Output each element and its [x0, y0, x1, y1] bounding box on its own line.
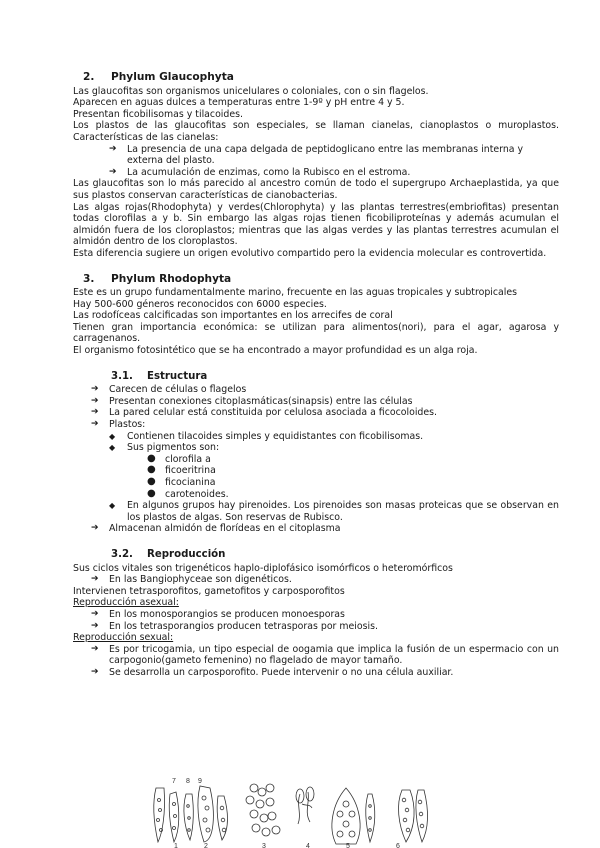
paragraph: Presentan ficobilisomas y tilacoides.: [73, 108, 243, 120]
paragraph: Este es un grupo fundamentalmente marino, frecuente en las aguas tropicales y subtropicales: [73, 287, 518, 299]
arrow-icon: ➔: [91, 395, 99, 406]
list-item: ◆ En algunos grupos hay pirenoides. Los pirenoides son masas proteicas que se observan en los plastos de algas. Son reservas de Rubisco.: [109, 500, 559, 523]
paragraph: Aparecen en aguas dulces a temperaturas entre 1-9º y pH entre 4 y 5.: [73, 97, 405, 109]
alga-drawing-7: [298, 792, 312, 824]
paragraph: Las glaucofitas son lo más parecido al ancestro común de todo el supergrupo Archaeplastida, ya que sus plastos conservan características de cianobacterias.: [73, 178, 559, 201]
asexual-list: [73, 609, 559, 632]
list-item: ● ficoeritrina: [147, 464, 216, 477]
estructura-list: [73, 384, 559, 430]
list-item: ➔ En los monosporangios se producen monoesporas: [91, 608, 345, 620]
paragraph: Sus ciclos vitales son trigenéticos haplo-diplofásico isomórficos o heteromórficos: [73, 562, 453, 574]
section-heading-rhodophyta: 3. Phylum Rhodophyta: [83, 272, 232, 285]
list-item: ➔ Almacenan almidón de florídeas en el citoplasma: [91, 523, 341, 535]
paragraph: Las glaucofitas son organismos unicelulares o coloniales, con o sin flagelos.: [73, 85, 429, 97]
alga-drawing-4: [198, 786, 213, 842]
document-page: [73, 64, 559, 679]
paragraph: Intervienen tetrasporofitos, gametofitos y carposporofitos: [73, 585, 345, 597]
list-item: ➔ La presencia de una capa delgada de peptidoglicano entre las membranas interna y externa del plasto.: [109, 143, 524, 167]
subsection-heading-estructura: 3.1. Estructura: [111, 370, 208, 382]
bullet-icon: ●: [147, 476, 156, 487]
paragraph: Esta diferencia sugiere un origen evolutivo compartido pero la evidencia molecular es controvertida.: [73, 247, 547, 259]
figure-label-5: 5: [346, 843, 350, 848]
arrow-icon: ➔: [91, 608, 99, 619]
arrow-icon: ➔: [91, 666, 99, 677]
paragraph: Hay 500-600 géneros reconocidos con 6000 especies.: [73, 298, 327, 310]
alga-drawing-6: [246, 784, 280, 836]
list-item: ● ficocianina: [147, 476, 216, 488]
list-item: ➔ Presentan conexiones citoplasmáticas(sinapsis) entre las células: [91, 395, 413, 407]
list-item: ◆ Sus pigmentos son:: [109, 442, 220, 454]
subsection-heading-reproduccion: 3.2. Reproducción: [111, 548, 226, 560]
figure-label-6: 6: [396, 843, 400, 848]
list-item: ➔ La pared celular está constituida por celulosa asociada a ficocoloides.: [91, 407, 438, 419]
cianelas-list: [73, 144, 559, 179]
algae-illustration: [150, 774, 440, 848]
list-item: ● clorofila a: [147, 452, 211, 465]
heading-sexual: Reproducción sexual:: [73, 632, 174, 644]
diamond-icon: ◆: [109, 501, 116, 511]
almidon-list: [73, 523, 559, 535]
alga-drawing-8: [332, 788, 360, 844]
sexual-list: [73, 644, 559, 679]
bullet-icon: ●: [147, 487, 156, 499]
plastos-list: [73, 431, 559, 454]
heading-asexual: Reproducción asexual:: [73, 597, 179, 609]
arrow-icon: ➔: [91, 643, 99, 654]
figure-label-4: 4: [306, 843, 310, 848]
bullet-icon: ●: [147, 464, 156, 476]
list-item: ➔ Plastos:: [91, 419, 146, 431]
arrow-icon: ➔: [109, 143, 117, 154]
list-item: ➔ En las Bangiophyceae son digenéticos.: [91, 574, 292, 586]
bullet-icon: ●: [147, 452, 156, 464]
pigments-list: [73, 454, 559, 500]
diamond-icon: ◆: [109, 431, 116, 441]
figure-label-7: 7: [172, 778, 176, 785]
arrow-icon: ➔: [91, 523, 99, 534]
list-item: ● carotenoides.: [147, 487, 229, 500]
arrow-icon: ➔: [91, 574, 99, 585]
diamond-icon: ◆: [109, 443, 116, 453]
list-item: ➔ Carecen de células o flagelos: [91, 384, 247, 396]
figure-label-3: 3: [262, 843, 266, 848]
list-item: ➔ En los tetrasporangios producen tetrasporas por meiosis.: [91, 620, 378, 632]
figure-label-1: 1: [174, 843, 178, 848]
figure-label-9: 9: [198, 778, 202, 785]
pirenoides-list: [73, 500, 559, 523]
list-item: ➔ Se desarrolla un carposporofito. Puede intervenir o no una célula auxiliar.: [91, 666, 454, 678]
list-item: ➔ Es por tricogamia, un tipo especial de oogamia que implica la fusión de un espermacio con un carpogonio(gameto femenino) no flagelado de mayor tamaño.: [91, 643, 559, 667]
figure-label-8: 8: [186, 778, 190, 785]
figure-label-2: 2: [204, 843, 208, 848]
arrow-icon: ➔: [91, 419, 99, 430]
alga-drawing-9: [366, 794, 375, 842]
paragraph: Tienen gran importancia económica: se utilizan para alimentos(nori), para el agar, agarosa y carragenanos.: [73, 321, 559, 345]
section-heading-glaucophyta: 2. Phylum Glaucophyta: [83, 71, 234, 83]
arrow-icon: ➔: [91, 620, 99, 631]
alga-drawing-10: [399, 790, 415, 842]
arrow-icon: ➔: [91, 407, 99, 418]
list-item: ◆ Contienen tilacoides simples y equidistantes con ficobilisomas.: [109, 430, 424, 442]
arrow-icon: ➔: [91, 384, 99, 395]
paragraph: El organismo fotosintético que se ha encontrado a mayor profundidad es un alga roja.: [73, 345, 478, 357]
alga-drawing-1: [154, 788, 165, 842]
arrow-icon: ➔: [109, 166, 117, 177]
paragraph: Los plastos de las glaucofitas son especiales, se llaman cianelas, cianoplastos o muroplastos. Características de las cianelas:: [73, 120, 559, 143]
paragraph: Las algas rojas(Rhodophyta) y verdes(Chlorophyta) y las plantas terrestres(embriofitas) presentan todas clorofilas a y b. Sin embargo las algas rojas tienen ficobiliproteínas y además acumulan el almidón fuera de los cloroplastos; mientras que las algas verdes y las plantas terrestres acumulan el almidón dentro de los cloroplastos.: [73, 201, 559, 248]
list-item: ➔ La acumulación de enzimas, como la Rubisco en el estroma.: [109, 166, 411, 178]
paragraph: Las rodofíceas calcificadas son importantes en los arrecifes de coral: [73, 310, 393, 322]
bangio-list: [73, 574, 559, 586]
